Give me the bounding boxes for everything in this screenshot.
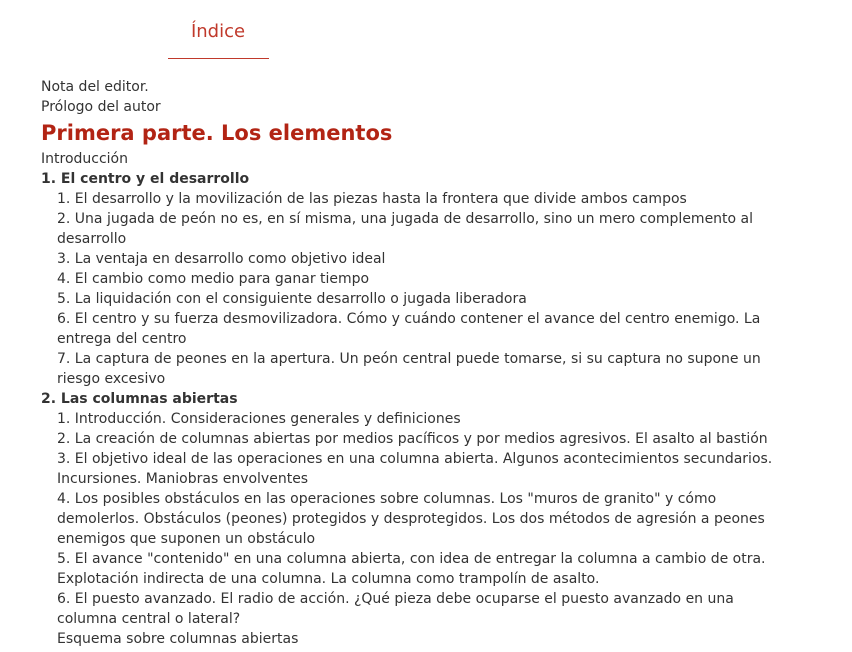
page-title: Índice — [190, 21, 246, 42]
toc-section-1-7[interactable]: 7. La captura de peones en la apertura. Un peón central puede tomarse, si su captura no supone un riesgo excesivo — [57, 351, 761, 387]
toc-chapter-2[interactable]: 2. Las columnas abiertas — [41, 391, 238, 407]
toc-section-1-1[interactable]: 1. El desarrollo y la movilización de las piezas hasta la frontera que divide ambos campos — [57, 191, 687, 207]
toc-link-introduccion[interactable]: Introducción — [41, 151, 128, 167]
toc-chapter-1[interactable]: 1. El centro y el desarrollo — [41, 171, 250, 187]
toc-section-2-5[interactable]: 5. El avance "contenido" en una columna abierta, con idea de entregar la columna a cambio de otra. Explotación indirecta de una columna. La columna como trampolín de asalto. — [57, 551, 766, 587]
toc-link-prologo[interactable]: Prólogo del autor — [41, 99, 161, 115]
toc-link-nota-del-editor[interactable]: Nota del editor. — [41, 79, 149, 95]
index-header — [168, 20, 268, 44]
table-of-contents — [41, 77, 781, 649]
toc-section-2-1[interactable]: 1. Introducción. Consideraciones generales y definiciones — [57, 411, 461, 427]
part-title: Primera parte. Los elementos — [41, 121, 393, 145]
toc-section-1-6[interactable]: 6. El centro y su fuerza desmovilizadora. Cómo y cuándo contener el avance del centro enemigo. La entrega del centro — [57, 311, 761, 347]
toc-section-1-3[interactable]: 3. La ventaja en desarrollo como objetivo ideal — [57, 251, 386, 267]
toc-section-1-4[interactable]: 4. El cambio como medio para ganar tiempo — [57, 271, 370, 287]
toc-section-2-esquema[interactable]: Esquema sobre columnas abiertas — [57, 631, 299, 647]
toc-section-2-3[interactable]: 3. El objetivo ideal de las operaciones en una columna abierta. Algunos acontecimientos secundarios. Incursiones. Maniobras envolventes — [57, 451, 773, 487]
toc-section-2-4[interactable]: 4. Los posibles obstáculos en las operaciones sobre columnas. Los "muros de granito" y cómo demolerlos. Obstáculos (peones) protegidos y desprotegidos. Los dos métodos de agresión a peones enemigos que suponen un obstáculo — [57, 491, 765, 547]
toc-section-1-2[interactable]: 2. Una jugada de peón no es, en sí misma, una jugada de desarrollo, sino un mero complemento al desarrollo — [57, 211, 754, 247]
title-underline — [168, 58, 269, 59]
toc-section-2-6[interactable]: 6. El puesto avanzado. El radio de acción. ¿Qué pieza debe ocuparse el puesto avanzado en una columna central o lateral? — [57, 591, 734, 627]
toc-section-1-5[interactable]: 5. La liquidación con el consiguiente desarrollo o jugada liberadora — [57, 291, 527, 307]
toc-section-2-2[interactable]: 2. La creación de columnas abiertas por medios pacíficos y por medios agresivos. El asalto al bastión — [57, 431, 768, 447]
